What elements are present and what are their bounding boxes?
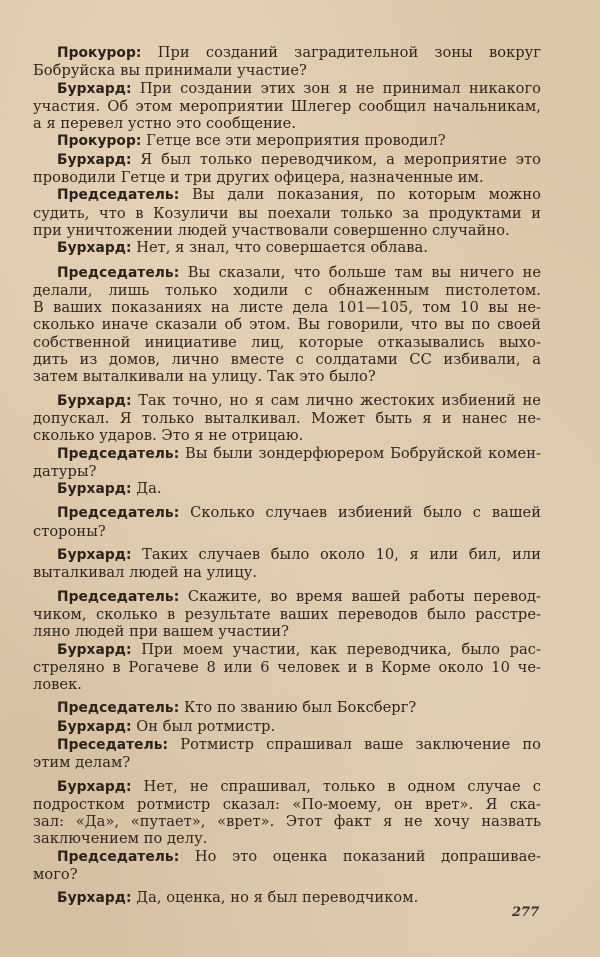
line-text: при уничтожении людей участвовали совершенно случайно.	[33, 221, 510, 239]
speaker-label: Бурхард:	[57, 151, 132, 168]
line-text: Гетце все эти мероприятия проводил?	[141, 132, 446, 150]
line-text: Вы были зондерфюрером Бобруйской комен-	[179, 444, 541, 462]
line-text: Так точно, но я сам лично жестоких избиений не	[131, 391, 541, 409]
speaker-label: Председатель:	[57, 187, 180, 204]
text-line	[33, 62, 541, 79]
line-text: Кто по званию был Боксберг?	[179, 699, 417, 717]
dialogue-paragraph	[33, 151, 541, 187]
dialogue-paragraph	[33, 778, 541, 848]
text-line	[33, 718, 541, 736]
speaker-label: Председатель:	[57, 700, 180, 717]
text-line	[33, 736, 541, 754]
line-text: В ваших показаниях на листе дела 101—105, том 10 вы не-	[33, 299, 541, 317]
speaker-label: Бурхард:	[57, 718, 132, 735]
dialogue-paragraph	[33, 546, 541, 582]
speaker-label: Председатель:	[57, 445, 180, 462]
line-text: этим делам?	[33, 754, 131, 772]
text-line	[33, 889, 541, 907]
speaker-label: Председатель:	[57, 505, 180, 522]
document-page	[33, 44, 541, 908]
line-text: зал: «Да», «путает», «врет». Этот факт я не хочу назвать	[33, 813, 541, 831]
speaker-label: Бурхард:	[57, 890, 132, 907]
text-line	[33, 480, 541, 498]
dialogue-paragraph	[33, 44, 541, 80]
dialogue-paragraph	[33, 445, 541, 481]
text-line	[33, 504, 541, 522]
dialogue-paragraph	[33, 80, 541, 133]
line-text: допускал. Я только выталкивал. Может быть я и нанес не-	[33, 409, 541, 427]
text-line	[33, 299, 541, 316]
text-line	[33, 866, 541, 883]
dialogue-paragraph	[33, 504, 541, 540]
text-line	[33, 445, 541, 463]
text-line	[33, 754, 541, 771]
line-text: мого?	[33, 866, 78, 884]
speaker-label: Бурхард:	[57, 641, 132, 658]
line-text: датуры?	[33, 462, 97, 480]
speaker-label: Бурхард:	[57, 547, 132, 564]
line-text: Я был только переводчиком, а мероприятие это	[131, 150, 541, 168]
line-text: При создании этих зон я не принимал никакого	[131, 79, 541, 97]
text-line	[33, 796, 541, 813]
line-text: Скажите, во время вашей работы перевод-	[179, 587, 541, 605]
speaker-label: Прокурор:	[57, 133, 142, 150]
line-text: Он был ротмистр.	[131, 717, 276, 735]
dialogue-paragraph	[33, 641, 541, 694]
line-text: делали, лишь только ходили с обнаженным пистолетом.	[33, 281, 541, 299]
speaker-label: Бурхард:	[57, 481, 132, 498]
line-text: ловек.	[33, 676, 82, 694]
text-line	[33, 623, 541, 640]
text-line	[33, 205, 541, 222]
line-text: Бобруйска вы принимали участие?	[33, 62, 307, 80]
dialogue-paragraph	[33, 588, 541, 641]
text-line	[33, 392, 541, 410]
text-line	[33, 316, 541, 333]
dialogue-paragraph	[33, 480, 541, 498]
text-line	[33, 848, 541, 866]
line-text: сколько ударов. Это я не отрицаю.	[33, 427, 304, 445]
line-text: заключением по делу.	[33, 830, 208, 848]
speaker-label: Председатель:	[57, 264, 180, 281]
dialogue-paragraph	[33, 186, 541, 239]
speaker-label: Бурхард:	[57, 392, 132, 409]
text-line	[33, 264, 541, 282]
dialogue-paragraph	[33, 392, 541, 445]
line-text: собственной инициативе лиц, которые отказывались выхо-	[33, 333, 541, 351]
text-line	[33, 222, 541, 239]
text-line	[33, 239, 541, 257]
line-text: Но это оценка показаний допрашивае-	[179, 847, 541, 865]
dialogue-paragraph	[33, 239, 541, 257]
line-text: Сколько случаев избиений было с вашей	[179, 504, 541, 522]
line-text: Нет, не спрашивал, только в одном случае с	[131, 777, 541, 795]
text-line	[33, 659, 541, 676]
dialogue-paragraph	[33, 264, 541, 386]
line-text: затем выталкивали на улицу. Так это было?	[33, 368, 376, 386]
line-text: Да.	[131, 480, 162, 498]
text-line	[33, 151, 541, 169]
line-text: выталкивал людей на улицу.	[33, 564, 258, 582]
speaker-label: Председатель:	[57, 848, 180, 865]
text-line	[33, 368, 541, 385]
line-text: чиком, сколько в результате ваших переводов было расстре-	[33, 605, 541, 623]
line-text: стороны?	[33, 522, 106, 540]
dialogue-paragraph	[33, 889, 541, 907]
line-text: ляно людей при вашем участии?	[33, 623, 290, 641]
text-line	[33, 186, 541, 204]
dialogue-paragraph	[33, 699, 541, 717]
speaker-label: Бурхард:	[57, 80, 132, 97]
text-line	[33, 169, 541, 186]
text-line	[33, 351, 541, 368]
line-text: Вы дали показания, по которым можно	[179, 186, 541, 204]
text-line	[33, 546, 541, 564]
speaker-label: Прокурор:	[57, 45, 142, 61]
line-text: подростком ротмистр сказал: «По-моему, он врет». Я ска-	[33, 795, 541, 813]
text-line	[33, 132, 541, 150]
text-line	[33, 98, 541, 115]
text-line	[33, 641, 541, 659]
speaker-label: Председатель:	[57, 588, 180, 605]
text-line	[33, 410, 541, 427]
line-text: проводили Гетце и три других офицера, назначенные им.	[33, 169, 484, 187]
text-line	[33, 676, 541, 693]
dialogue-paragraph	[33, 718, 541, 736]
speaker-label: Бурхард:	[57, 240, 132, 257]
line-text: участия. Об этом мероприятии Шлегер сообщил начальникам,	[33, 97, 541, 115]
text-line	[33, 778, 541, 796]
speaker-label: Преседатель:	[57, 736, 169, 753]
text-line	[33, 115, 541, 132]
text-line	[33, 523, 541, 540]
text-line	[33, 564, 541, 581]
line-text: а я перевел устно это сообщение.	[33, 115, 297, 133]
dialogue-paragraph	[33, 132, 541, 150]
line-text: дить из домов, лично вместе с солдатами СС избивали, а	[33, 351, 541, 369]
text-line	[33, 830, 541, 847]
text-line	[33, 44, 541, 62]
text-line	[33, 80, 541, 98]
text-line	[33, 427, 541, 444]
line-text: судить, что в Козуличи вы поехали только за продуктами и	[33, 204, 541, 222]
line-text: Ротмистр спрашивал ваше заключение по	[168, 735, 541, 753]
line-text: Вы сказали, что больше там вы ничего не	[179, 263, 541, 281]
line-text: При моем участии, как переводчика, было рас-	[131, 640, 541, 658]
text-line	[33, 813, 541, 830]
line-text: Нет, я знал, что совершается облава.	[131, 239, 428, 257]
text-line	[33, 463, 541, 480]
line-text: При созданий заградительной зоны вокруг	[141, 44, 541, 61]
line-text: стреляно в Рогачеве 8 или 6 человек и в Корме около 10 че-	[33, 658, 541, 676]
text-line	[33, 282, 541, 299]
speaker-label: Бурхард:	[57, 778, 132, 795]
text-line	[33, 588, 541, 606]
dialogue-paragraph	[33, 848, 541, 884]
text-line	[33, 334, 541, 351]
line-text: Да, оценка, но я был переводчиком.	[131, 889, 419, 907]
line-text: сколько иначе сказали об этом. Вы говорили, что вы по своей	[33, 316, 541, 334]
page-number: 277	[512, 905, 540, 920]
line-text: Таких случаев было около 10, я или бил, или	[131, 546, 541, 564]
dialogue-paragraph	[33, 736, 541, 772]
text-line	[33, 699, 541, 717]
text-line	[33, 606, 541, 623]
